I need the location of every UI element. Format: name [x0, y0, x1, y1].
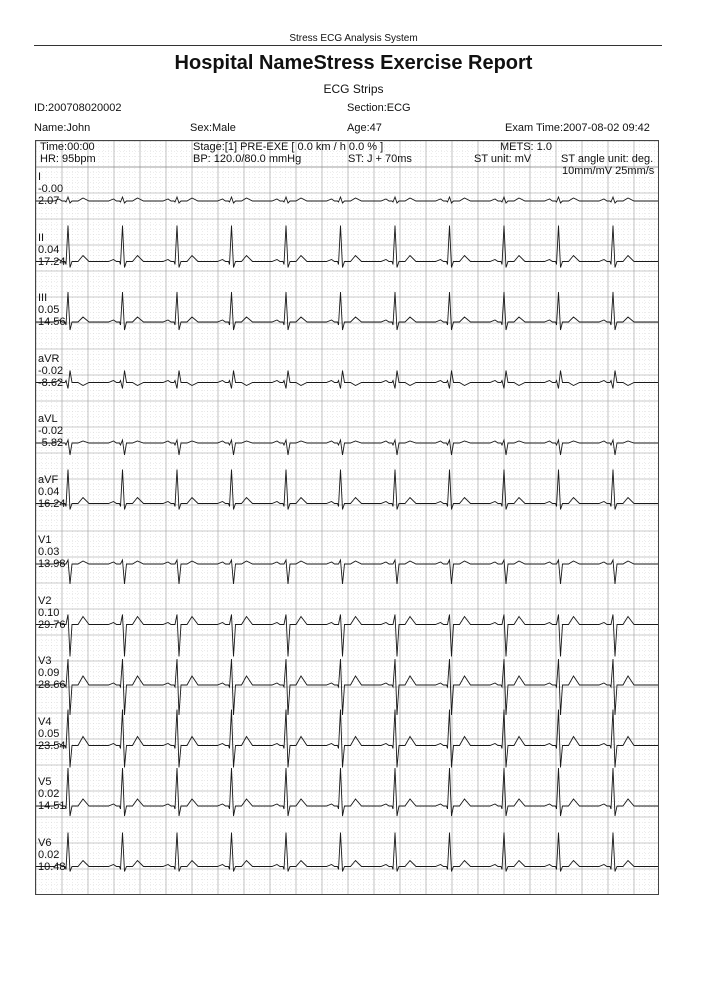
lead-name: V4: [38, 715, 52, 728]
patient-age: Age:47: [347, 122, 382, 134]
lead-st-value: -0.02: [38, 364, 64, 377]
lead-st-angle: 14.56: [38, 316, 66, 328]
lead-st-value: 0.03: [38, 546, 60, 558]
ecg-trace-v5: [36, 768, 658, 816]
lead-st-angle: 2.07: [38, 195, 60, 207]
lead-st-value: 0.02: [38, 848, 60, 861]
report-title: Hospital NameStress Exercise Report: [174, 52, 533, 74]
strip-st-unit: ST unit: mV: [474, 153, 532, 165]
lead-st-angle: 29.76: [38, 618, 66, 631]
lead-st-value: -0.02: [38, 425, 64, 437]
lead-st-value: 0.10: [38, 606, 60, 619]
strip-time: Time:00:00: [40, 141, 95, 153]
grid-minor-lines: [36, 141, 658, 894]
lead-name: aVF: [38, 473, 59, 486]
lead-name: V5: [38, 776, 52, 788]
patient-name: Name:John: [34, 122, 91, 134]
strip-scale: 10mm/mV 25mm/s: [562, 165, 655, 177]
lead-st-value: 0.04: [38, 485, 60, 498]
lead-st-angle: -8.62: [38, 376, 64, 389]
ecg-trace-v6: [36, 833, 658, 872]
lead-name: II: [38, 231, 45, 244]
lead-name: III: [38, 292, 48, 304]
ecg-trace-i: [36, 197, 658, 203]
lead-st-angle: 28.66: [38, 679, 66, 691]
patient-sex: Sex:Male: [190, 122, 236, 134]
lead-st-angle: 13.98: [38, 558, 66, 570]
lead-name: V3: [38, 655, 52, 667]
lead-st-angle: 17.24: [38, 255, 66, 268]
strip-st-measure: ST: J + 70ms: [348, 153, 412, 165]
lead-st-value: 0.05: [38, 304, 60, 316]
lead-name: V1: [38, 534, 52, 546]
strip-heart-rate: HR: 95bpm: [40, 153, 96, 165]
grid-major-lines: [36, 141, 658, 894]
system-name: Stress ECG Analysis System: [289, 33, 418, 44]
ecg-trace-v1: [36, 560, 658, 584]
ecg-strip-panel: [35, 140, 659, 895]
lead-name: V6: [38, 836, 52, 849]
ecg-trace-iii: [36, 292, 658, 330]
lead-st-angle: 16.24: [38, 497, 66, 510]
strip-st-angle-unit: ST angle unit: deg.: [561, 153, 654, 165]
strip-stage: Stage:[1] PRE-EXE [ 0.0 km / h 0.0 % ]: [193, 141, 384, 153]
ecg-grid: [36, 141, 658, 894]
strip-mets: METS: 1.0: [500, 141, 552, 153]
lead-st-value: 0.04: [38, 243, 60, 256]
lead-name: I: [38, 171, 42, 183]
lead-name: V2: [38, 594, 52, 607]
lead-st-angle: -5.82: [38, 437, 64, 449]
ecg-trace-v2: [36, 615, 658, 657]
lead-st-angle: 10.48: [38, 860, 66, 873]
lead-st-angle: 23.54: [38, 739, 66, 752]
exam-time: Exam Time:2007-08-02 09:42: [505, 122, 650, 134]
ecg-trace-ii: [36, 226, 658, 268]
lead-st-value: -0.00: [38, 183, 64, 195]
patient-id: ID:200708020002: [34, 102, 122, 114]
report-subtitle: ECG Strips: [323, 82, 384, 96]
header-divider: [34, 45, 662, 46]
lead-st-value: 0.09: [38, 667, 60, 679]
ecg-trace-avr: [36, 371, 658, 389]
lead-st-value: 0.05: [38, 727, 60, 740]
lead-st-value: 0.02: [38, 788, 60, 800]
lead-st-angle: 14.51: [38, 800, 66, 812]
lead-name: aVL: [38, 413, 58, 425]
strip-blood-pressure: BP: 120.0/80.0 mmHg: [193, 153, 302, 165]
patient-section: Section:ECG: [347, 102, 411, 114]
lead-name: aVR: [38, 352, 60, 365]
